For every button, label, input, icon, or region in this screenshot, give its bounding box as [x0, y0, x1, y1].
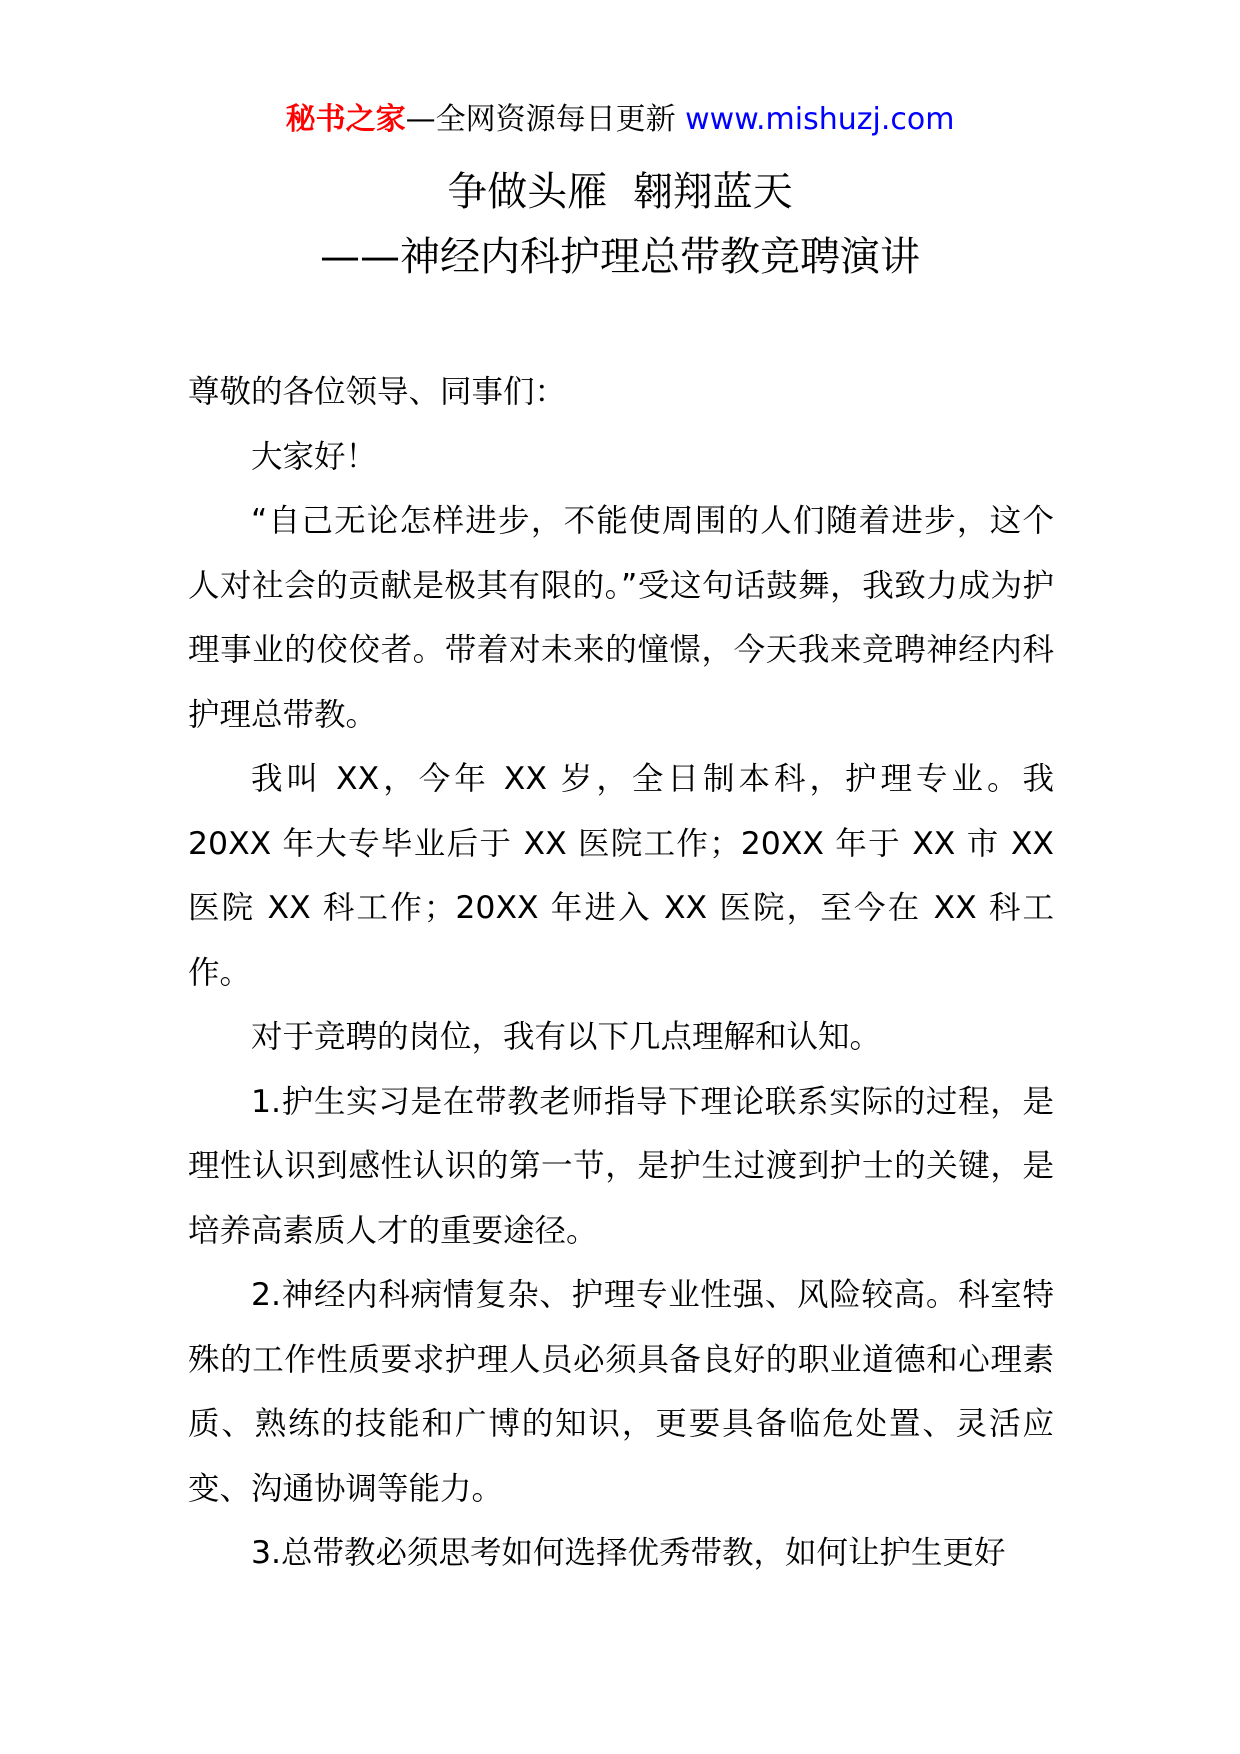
paragraph-point-1: 1.护生实习是在带教老师指导下理论联系实际的过程，是理性认识到感性认识的第一节，是护生过渡到护士的关键，是培养高素质人才的重要途径。 [188, 1083, 1054, 1249]
brand-name: 秘书之家 [285, 102, 406, 137]
document-subtitle: ——神经内科护理总带教竞聘演讲 [320, 234, 920, 280]
salutation: 尊敬的各位领导、同事们： [188, 374, 567, 410]
paragraph-point-3: 3.总带教必须思考如何选择优秀带教，如何让护生更好 [251, 1535, 1006, 1571]
paragraph-introduction: 我叫 XX，今年 XX 岁，全日制本科，护理专业。我 20XX 年大专毕业后于 XX 医院工作；20XX 年于 XX 市 XX 医院 XX 科工作；20XX 年进入 XX 医院，至今在 XX 科工作。 [188, 761, 1054, 991]
paragraph-quote: “自己无论怎样进步，不能使周围的人们随着进步，这个人对社会的贡献是极其有限的。”受这句话鼓舞，我致力成为护理事业的佼佼者。带着对未来的憧憬，今天我来竞聘神经内科护理总带教。 [188, 503, 1054, 733]
site-header [0, 100, 1240, 140]
speech-body [188, 360, 1054, 1586]
header-slogan: —全网资源每日更新 [405, 102, 676, 137]
site-url-link[interactable]: www.mishuzj.com [685, 102, 955, 137]
document-title: 争做头雁 翱翔蓝天 [447, 169, 793, 215]
paragraph-greeting: 大家好！ [251, 438, 378, 475]
paragraph-point-2: 2.神经内科病情复杂、护理专业性强、风险较高。科室特殊的工作性质要求护理人员必须具备良好的职业道德和心理素质、熟练的技能和广博的知识，更要具备临危处置、灵活应变、沟通协调等能力。 [188, 1277, 1054, 1507]
paragraph-understanding-intro: 对于竞聘的岗位，我有以下几点理解和认知。 [251, 1019, 882, 1055]
